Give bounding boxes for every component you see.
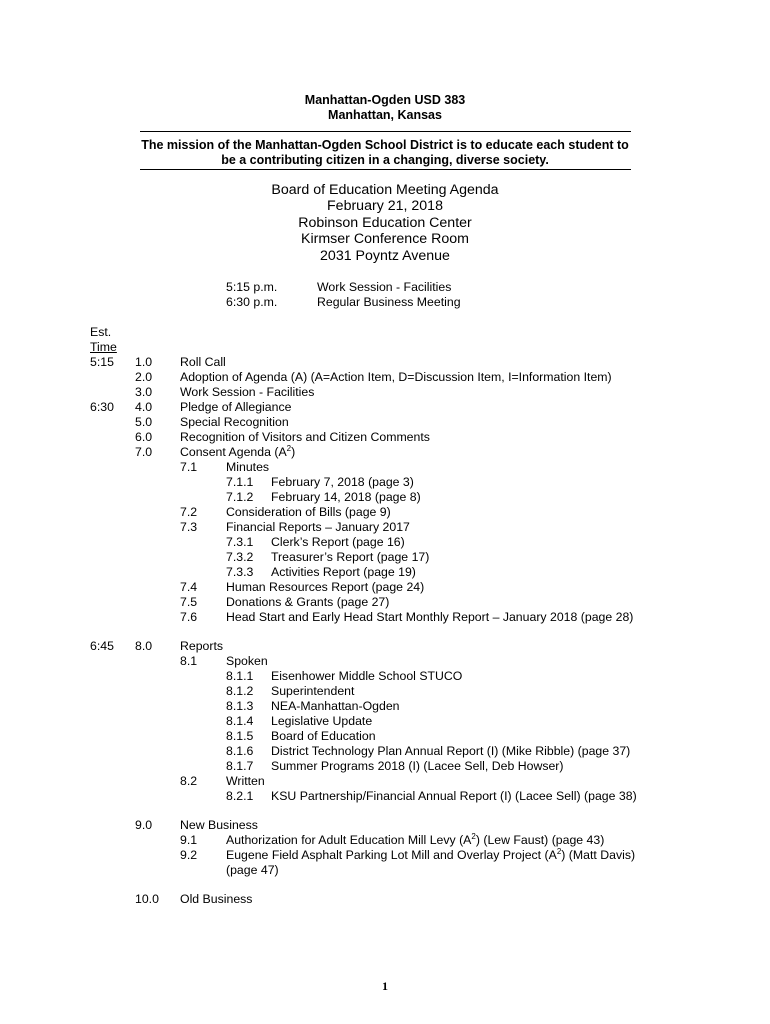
subitem-number: 8.1.3 [226,699,254,713]
subitem-number: 8.1.1 [226,669,254,683]
subitem-number: 7.2 [180,505,198,519]
district-name: Manhattan-Ogden USD 383 [304,93,466,107]
subitem-number: 7.5 [180,595,198,609]
item-number: 5.0 [135,415,153,429]
subitem-title: Head Start and Early Head Start Monthly Report – January 2018 (page 28) [226,610,634,624]
page-number: 1 [382,979,388,993]
subitem-title: Consideration of Bills (page 9) [226,505,391,519]
item-title: Recognition of Visitors and Citizen Comments [180,430,430,444]
subitem-title: Superintendent [271,684,355,698]
mission-line-2: be a contributing citizen in a changing, diverse society. [221,153,549,167]
schedule-time: 6:30 p.m. [226,295,278,309]
subitem-number: 8.1.2 [226,684,254,698]
item-number: 4.0 [135,400,153,414]
subitem-number: 8.1.7 [226,759,254,773]
subitem-number: 8.1.6 [226,744,254,758]
subitem-title: Authorization for Adult Education Mill Levy $(A^2)$ (Lew Faust) (page 43) [226,831,605,847]
subitem-title: Donations & Grants (page 27) [226,595,390,609]
item-title: Old Business [180,892,253,906]
subitem-title: Written [226,774,265,788]
subitem-title: Human Resources Report (page 24) [226,580,425,594]
subitem-title: Eugene Field Asphalt Parking Lot Mill and Overlay Project $(A^2)$ (Matt Davis) [226,846,636,862]
item-number: 9.0 [135,818,153,832]
subitem-title: Minutes [226,460,270,474]
meeting-title: Board of Education Meeting Agenda [271,182,499,198]
item-number: 10.0 [135,892,159,906]
est-time: 6:30 [90,400,114,414]
subitem-number: 9.1 [180,833,198,847]
subitem-title: Spoken [226,654,268,668]
est-label: Est. [90,325,112,339]
superscript: 2 [471,831,476,841]
subitem-number: 7.3.3 [226,565,254,579]
subitem-number: 8.1.5 [226,729,254,743]
meeting-room: Kirmser Conference Room [301,231,469,247]
subitem-title: February 7, 2018 (page 3) [271,475,414,489]
subitem-number: 7.3.1 [226,535,254,549]
item-title: Adoption of Agenda (A) (A=Action Item, D=Discussion Item, I=Information Item) [180,370,612,384]
time-label: Time [90,340,117,354]
subitem-number: 7.4 [180,580,198,594]
est-time: 5:15 [90,355,114,369]
subitem-title: NEA-Manhattan-Ogden [271,699,400,713]
subitem-number: 7.3.2 [226,550,254,564]
item-number: 8.0 [135,639,153,653]
subitem-title-continued: (page 47) [226,863,279,877]
item-number: 1.0 [135,355,153,369]
superscript: 2 [556,846,562,856]
subitem-number: 7.6 [180,610,198,624]
subitem-title: Legislative Update [271,714,373,728]
meeting-date: February 21, 2018 [327,198,443,214]
item-number: 3.0 [135,385,153,399]
item-title: Work Session - Facilities [180,385,315,399]
item-title: Special Recognition [180,415,289,429]
item-title: Consent Agenda $(A^2)$ [180,443,296,459]
top-divider [140,131,631,132]
item-title: Roll Call [180,355,226,369]
subitem-number: 7.3 [180,520,198,534]
item-number: 2.0 [135,370,153,384]
subitem-number: 8.1 [180,654,198,668]
subitem-title: Clerk’s Report (page 16) [271,535,405,549]
schedule-event: Work Session - Facilities [317,280,452,294]
subitem-number: 8.2 [180,774,198,788]
subitem-number: 8.2.1 [226,789,254,803]
subitem-title: Treasurer’s Report (page 17) [271,550,430,564]
subitem-title: Financial Reports – January 2017 [226,520,410,534]
item-title: Reports [180,639,224,653]
district-city: Manhattan, Kansas [328,108,442,122]
subitem-title: KSU Partnership/Financial Annual Report (I) (Lacee Sell) (page 38) [271,789,637,803]
subitem-number: 9.2 [180,848,198,862]
item-number: 7.0 [135,445,153,459]
subitem-title: Activities Report (page 19) [271,565,416,579]
meeting-location: Robinson Education Center [298,215,472,231]
meeting-address: 2031 Poyntz Avenue [320,248,450,264]
schedule-time: 5:15 p.m. [226,280,278,294]
subitem-number: 7.1 [180,460,198,474]
mission-line-1: The mission of the Manhattan-Ogden School District is to educate each student to [141,138,629,152]
item-title: Pledge of Allegiance [180,400,292,414]
subitem-title: Summer Programs 2018 (I) (Lacee Sell, Deb Howser) [271,759,564,773]
schedule-event: Regular Business Meeting [317,295,461,309]
item-number: 6.0 [135,430,153,444]
superscript: 2 [286,443,292,453]
est-time: 6:45 [90,639,114,653]
subitem-title: District Technology Plan Annual Report (I) (Mike Ribble) (page 37) [271,744,631,758]
subitem-title: Board of Education [271,729,376,743]
subitem-number: 7.1.1 [226,475,254,489]
bottom-divider [140,169,631,170]
subitem-title: Eisenhower Middle School STUCO [271,669,463,683]
subitem-title: February 14, 2018 (page 8) [271,490,421,504]
item-title: New Business [180,818,258,832]
subitem-number: 7.1.2 [226,490,254,504]
subitem-number: 8.1.4 [226,714,254,728]
